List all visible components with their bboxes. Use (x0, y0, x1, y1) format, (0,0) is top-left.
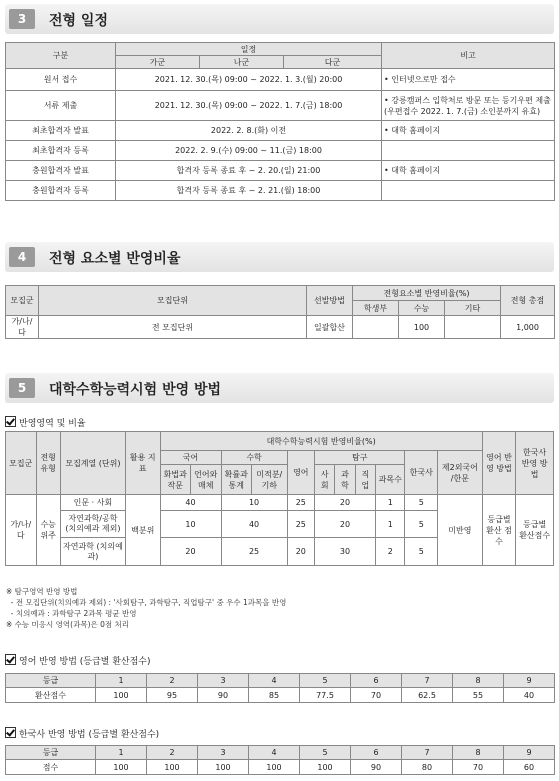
checkbox-icon (5, 654, 16, 665)
csat-hist: 5 (405, 495, 438, 511)
csat-kor: 10 (160, 511, 221, 538)
schedule-note: • 강릉캠퍼스 입학처로 방문 또는 등기우편 제출 (우편접수 2022. 1. 7.(금) 소인분까지 유효) (382, 91, 555, 121)
schedule-header-type: 구분 (6, 43, 116, 69)
csat-header-i4: 과목수 (376, 465, 405, 495)
schedule-type: 서류 제출 (6, 91, 116, 121)
csat-header-hist-method: 한국사 반영 방법 (516, 432, 554, 495)
csat-header-k1: 화법과 작문 (160, 465, 191, 495)
ratio-school (353, 316, 399, 339)
schedule-type: 충원합격자 발표 (6, 161, 116, 181)
csat-header-hist: 한국사 (405, 451, 438, 495)
csat-kor: 40 (160, 495, 221, 511)
csat-hist: 5 (405, 511, 438, 538)
schedule-type: 최초합격자 등록 (6, 141, 116, 161)
csat-series: 자연과학/공학 (치의예과 제외) (60, 511, 125, 538)
csat-header-eng-method: 영어 반영 방법 (482, 432, 516, 495)
ratio-method: 일괄합산 (307, 316, 353, 339)
section-5-header (5, 373, 554, 403)
csat-header-kor: 국어 (160, 451, 221, 465)
section-4-header (5, 242, 554, 272)
subheading-csat-ratio: 반영영역 및 비율 (5, 416, 86, 429)
checkbox-icon (5, 416, 16, 427)
history-grade: 9 (504, 746, 555, 760)
csat-cnt: 2 (376, 538, 405, 566)
ratio-header-group: 모집군 (6, 286, 39, 316)
english-score: 85 (249, 688, 300, 703)
ratio-header-total: 전형 총점 (501, 286, 555, 316)
history-score: 70 (453, 760, 504, 775)
schedule-date: 2021. 12. 30.(목) 09:00 ~ 2022. 1. 3.(월) 20:00 (116, 69, 382, 91)
csat-header-group: 모집군 (6, 432, 37, 495)
note-line: ※ 탐구영역 반영 방법 (6, 587, 78, 596)
english-grade-table (5, 673, 555, 703)
schedule-date: 2022. 2. 8.(화) 이전 (116, 121, 382, 141)
english-grade: 6 (351, 674, 402, 688)
history-grade: 8 (453, 746, 504, 760)
english-grade: 4 (249, 674, 300, 688)
schedule-header-na: 나군 (200, 56, 284, 69)
schedule-type: 충원합격자 등록 (6, 181, 116, 201)
csat-index: 백분위 (125, 495, 160, 566)
schedule-type: 최초합격자 발표 (6, 121, 116, 141)
section-number: 5 (9, 378, 35, 398)
schedule-date: 2022. 2. 9.(수) 09:00 ~ 11.(금) 18:00 (116, 141, 382, 161)
english-score: 100 (96, 688, 147, 703)
csat-header-i1: 사회 (315, 465, 335, 495)
schedule-date: 합격자 등록 종료 후 ~ 2. 21.(월) 18:00 (116, 181, 382, 201)
english-row-label: 환산점수 (6, 688, 96, 703)
subheading-korean-history: 한국사 반영 방법 (등급별 환산점수) (5, 727, 159, 740)
history-grade: 7 (402, 746, 453, 760)
english-score: 77.5 (300, 688, 351, 703)
csat-second: 미반영 (438, 495, 483, 566)
csat-header-eng: 영어 (287, 451, 314, 495)
history-score: 100 (96, 760, 147, 775)
table-row (6, 121, 555, 141)
table-row (6, 141, 555, 161)
ratio-total: 1,000 (501, 316, 555, 339)
table-row (6, 181, 555, 201)
ratio-group: 가/나/다 (6, 316, 39, 339)
history-grade: 5 (300, 746, 351, 760)
history-score: 80 (402, 760, 453, 775)
schedule-date: 합격자 등록 종료 후 ~ 2. 20.(일) 21:00 (116, 161, 382, 181)
table-row (6, 69, 555, 91)
csat-header-ratio: 대학수학능력시험 반영비율(%) (160, 432, 482, 451)
history-grade: 2 (147, 746, 198, 760)
csat-hist: 5 (405, 538, 438, 566)
english-score: 90 (198, 688, 249, 703)
schedule-date: 2021. 12. 30.(목) 09:00 ~ 2022. 1. 7.(금) 18:00 (116, 91, 382, 121)
csat-header-inq: 탐구 (315, 451, 405, 465)
csat-cnt: 1 (376, 511, 405, 538)
history-grade: 4 (249, 746, 300, 760)
csat-cnt: 1 (376, 495, 405, 511)
history-row-label: 점수 (6, 760, 96, 775)
table-row (6, 91, 555, 121)
csat-eng: 25 (287, 495, 314, 511)
csat-inq: 20 (315, 511, 376, 538)
ratio-etc (445, 316, 501, 339)
section-title: 대학수학능력시험 반영 방법 (49, 382, 222, 398)
schedule-note (382, 141, 555, 161)
history-grade: 6 (351, 746, 402, 760)
csat-series: 자연과학 (치의예과) (60, 538, 125, 566)
english-grade: 2 (147, 674, 198, 688)
schedule-table (5, 42, 555, 201)
schedule-note: • 대학 홈페이지 (382, 161, 555, 181)
notes (6, 586, 286, 630)
csat-eng: 25 (287, 511, 314, 538)
csat-header-type: 전형 유형 (36, 432, 60, 495)
csat-series: 인문 · 사회 (60, 495, 125, 511)
schedule-note (382, 181, 555, 201)
history-grade: 3 (198, 746, 249, 760)
section-3-header (5, 4, 554, 34)
ratio-unit: 전 모집단위 (39, 316, 307, 339)
english-header-grade: 등급 (6, 674, 96, 688)
schedule-header-ga: 가군 (116, 56, 200, 69)
english-score: 62.5 (402, 688, 453, 703)
table-row (6, 161, 555, 181)
csat-math: 25 (221, 538, 287, 566)
ratio-header-method: 선발방법 (307, 286, 353, 316)
english-grade: 3 (198, 674, 249, 688)
csat-header-series: 모집계열 (단위) (60, 432, 125, 495)
csat-eng: 20 (287, 538, 314, 566)
english-score: 55 (453, 688, 504, 703)
history-score: 100 (147, 760, 198, 775)
schedule-note: • 인터넷으로만 접수 (382, 69, 555, 91)
english-score: 70 (351, 688, 402, 703)
table-row (6, 316, 555, 339)
schedule-header-da: 다군 (284, 56, 382, 69)
csat-inq: 30 (315, 538, 376, 566)
csat-header-math: 수학 (221, 451, 287, 465)
csat-group: 가/나/다 (6, 495, 37, 566)
csat-header-k2: 언어와 매체 (191, 465, 222, 495)
note-line: ※ 수능 미응시 영역(과목)은 0점 처리 (6, 620, 130, 629)
csat-math: 40 (221, 511, 287, 538)
history-header-grade: 등급 (6, 746, 96, 760)
history-score: 90 (351, 760, 402, 775)
history-score: 100 (300, 760, 351, 775)
ratio-csat: 100 (399, 316, 445, 339)
ratio-table (5, 285, 555, 339)
csat-header-m2: 미적분/ 기하 (252, 465, 288, 495)
english-grade: 8 (453, 674, 504, 688)
section-number: 4 (9, 247, 35, 267)
english-grade: 1 (96, 674, 147, 688)
schedule-type: 원서 접수 (6, 69, 116, 91)
checkbox-icon (5, 727, 16, 738)
history-grade-table (5, 745, 555, 775)
csat-header-index: 활용 지표 (125, 432, 160, 495)
history-score: 60 (504, 760, 555, 775)
ratio-header-csat: 수능 (399, 301, 445, 316)
csat-header-second: 제2외국어 /한문 (438, 451, 483, 495)
schedule-header-note: 비고 (382, 43, 555, 69)
history-score: 100 (249, 760, 300, 775)
note-line: - 치의예과 : 과학탐구 2과목 평균 반영 (6, 609, 137, 618)
ratio-header-school: 학생부 (353, 301, 399, 316)
schedule-header-date: 일정 (116, 43, 382, 56)
subheading-english: 영어 반영 방법 (등급별 환산점수) (5, 654, 151, 667)
csat-hist-method: 등급별 환산점수 (516, 495, 554, 566)
table-row (6, 495, 554, 511)
english-score: 40 (504, 688, 555, 703)
section-title: 전형 일정 (49, 13, 108, 29)
csat-header-i3: 직업 (355, 465, 375, 495)
english-grade: 5 (300, 674, 351, 688)
section-title: 전형 요소별 반영비율 (49, 251, 181, 267)
csat-inq: 20 (315, 495, 376, 511)
csat-math: 10 (221, 495, 287, 511)
csat-kor: 20 (160, 538, 221, 566)
csat-header-i2: 과학 (335, 465, 355, 495)
schedule-note: • 대학 홈페이지 (382, 121, 555, 141)
ratio-header-pct: 전형요소별 반영비율(%) (353, 286, 501, 301)
ratio-header-unit: 모집단위 (39, 286, 307, 316)
english-score: 95 (147, 688, 198, 703)
english-grade: 9 (504, 674, 555, 688)
english-grade: 7 (402, 674, 453, 688)
csat-type: 수능 위주 (36, 495, 60, 566)
history-score: 100 (198, 760, 249, 775)
section-number: 3 (9, 9, 35, 29)
history-grade: 1 (96, 746, 147, 760)
ratio-header-etc: 기타 (445, 301, 501, 316)
note-line: - 전 모집단위(치의예과 제외) : '사회탐구, 과학탐구, 직업탐구' 중 우수 1과목을 반영 (6, 598, 287, 607)
csat-eng-method: 등급별 환산 점수 (482, 495, 516, 566)
csat-table (5, 431, 554, 566)
csat-header-m1: 확률과 통계 (221, 465, 252, 495)
